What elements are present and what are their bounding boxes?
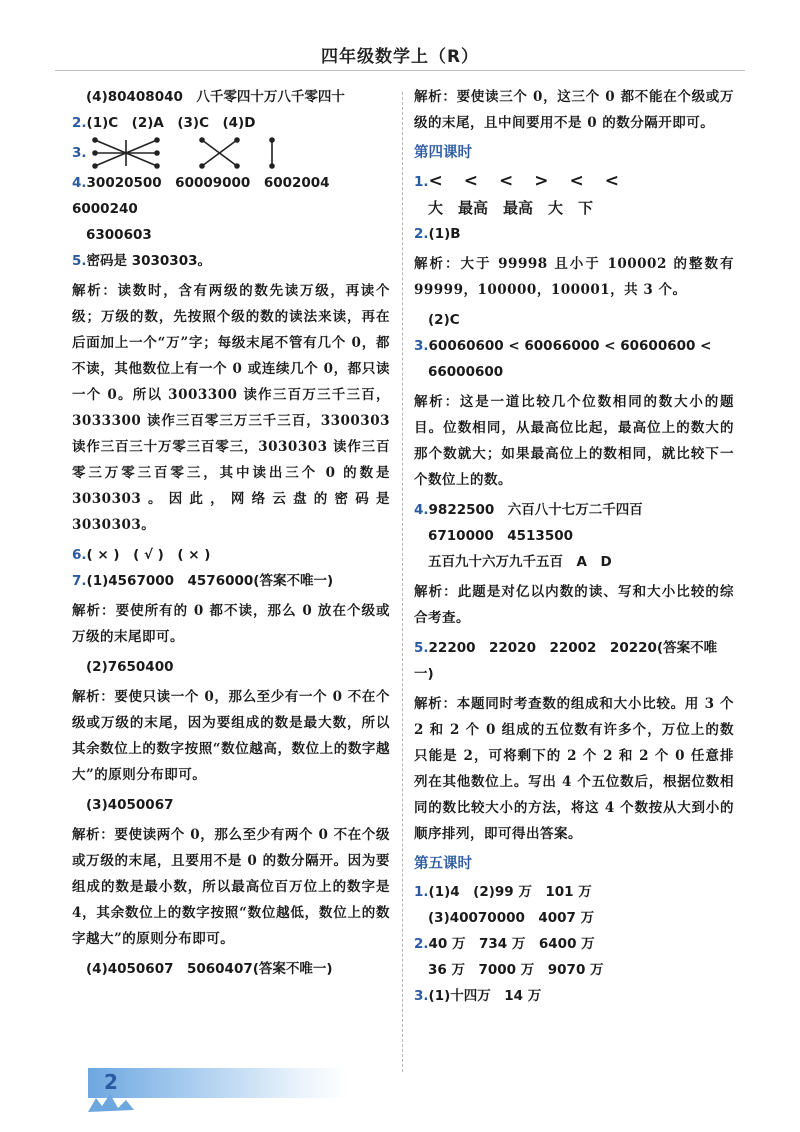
q6-number: 6. [72, 547, 87, 563]
analysis-label: 解析： [414, 256, 461, 272]
analysis-label: 解析： [72, 283, 118, 299]
analysis-r3 [414, 389, 734, 493]
r4-text-a: 9822500 六百八十七万二千四百 [428, 502, 643, 518]
s3-text: (1)十四万 14 万 [428, 988, 542, 1004]
r-answer-1 [414, 168, 734, 195]
header-rule [55, 70, 745, 71]
analysis-r4-text: 此题是对亿以内数的读、写和大小比较的综合考查。 [414, 584, 735, 626]
section-lesson-4: 第四课时 [414, 145, 472, 161]
r1-symbols: < < < > < < [428, 171, 621, 191]
r4-number: 4. [414, 502, 429, 518]
r-answer-3 [414, 333, 734, 359]
right-column [414, 84, 734, 1009]
answer-4-cont: 6300603 [86, 227, 152, 243]
footer-decoration [88, 1092, 148, 1112]
q4-number: 4. [72, 175, 87, 191]
r-answer-3-cont: 66000600 [428, 364, 504, 380]
analysis-7-4 [414, 84, 734, 136]
analysis-label: 解析： [414, 584, 458, 600]
matching-lines-diagram [87, 136, 307, 170]
q6-text: ( × ) ( √ ) ( × ) [86, 547, 211, 563]
q5-number: 5. [72, 253, 87, 269]
s2-text-a: 40 万 734 万 6400 万 [428, 936, 595, 952]
answer-7-4: (4)4050607 5060407(答案不唯一) [86, 961, 333, 977]
answer-5 [72, 248, 390, 274]
r-answer-4-c: 五百九十六万九千五百 A D [428, 554, 612, 570]
answer-4 [72, 170, 390, 222]
s1-text-a: (1)4 (2)99 万 101 万 [428, 884, 592, 900]
analysis-r2 [414, 251, 734, 303]
answer-3-matching [72, 136, 390, 170]
answer-7-1 [72, 568, 390, 594]
section-lesson-5: 第五课时 [414, 856, 472, 872]
r1-number: 1. [414, 174, 429, 190]
q5-text: 密码是 3030303。 [86, 253, 211, 269]
page-number: 2 [104, 1070, 118, 1094]
s-answer-1 [414, 879, 734, 905]
s3-number: 3. [414, 988, 429, 1004]
s-answer-1-b: (3)40070000 4007 万 [428, 910, 595, 926]
analysis-label: 解析： [72, 827, 115, 843]
analysis-r4 [414, 579, 734, 631]
r3-text-a: 60060600 < 60066000 < 60600600 < [428, 338, 712, 354]
q7-text: (1)4567000 4576000(答案不唯一) [86, 573, 334, 589]
analysis-label: 解析： [72, 689, 115, 705]
analysis-label: 解析： [414, 89, 457, 105]
answer-7-3: (3)4050067 [86, 797, 174, 813]
analysis-label: 解析： [414, 394, 460, 410]
s-answer-3 [414, 983, 734, 1009]
q2-number: 2. [72, 115, 87, 131]
s1-number: 1. [414, 884, 429, 900]
page-header-title: 四年级数学上（R） [320, 47, 480, 67]
q4-text-a: 30020500 60009000 6002004 6000240 [72, 175, 344, 217]
r-answer-5 [414, 635, 734, 687]
r5-number: 5. [414, 640, 429, 656]
analysis-r5-text: 本题同时考查数的组成和大小比较。用 3 个 2 和 2 个 0 组成的五位数有许多个，万位上的数只能是 2，可将剩下的 2 个 2 和 2 个 0 任意排列在其他数位上。写出 4 个五位数后，根据位数相同的数比较大小的方法，将这 4 个数按从大到小的顺序排列，即可得出答案。 [414, 696, 734, 842]
q2-text: (1)C (2)A (3)C (4)D [86, 115, 256, 131]
analysis-7-1 [72, 598, 390, 650]
q7-number: 7. [72, 573, 87, 589]
analysis-7-4-text: 要使读三个 0，这三个 0 都不能在个级或万级的末尾，且中间要用不是 0 的数分隔开即可。 [414, 89, 735, 131]
column-divider [402, 92, 403, 1072]
r-answer-2 [414, 221, 734, 247]
r-answer-4-b: 6710000 4513500 [428, 528, 574, 544]
analysis-r3-text: 这是一道比较几个位数相同的数大小的题目。位数相同，从最高位比起，最高位上的数大的那个数就大；如果最高位上的数相同，就比较下一个数位上的数。 [414, 394, 735, 488]
r-answer-1-words: 大 最高 最高 大 下 [428, 199, 594, 217]
answer-2 [72, 110, 390, 136]
analysis-5 [72, 278, 390, 538]
s-answer-2-b: 36 万 7000 万 9070 万 [428, 962, 604, 978]
left-column [72, 84, 390, 982]
r3-number: 3. [414, 338, 429, 354]
analysis-r2-text: 大于 99998 且小于 100002 的整数有 99999，100000，100001，共 3 个。 [414, 256, 734, 298]
analysis-7-2-text: 要使只读一个 0，那么至少有一个 0 不在个级或万级的末尾，因为要组成的数是最大数，所以其余数位上的数字按照“数位越高，数位上的数字越大”的原则分布即可。 [72, 689, 390, 783]
analysis-7-1-text: 要使所有的 0 都不读，那么 0 放在个级或万级的末尾即可。 [72, 603, 390, 645]
analysis-7-3-text: 要使读两个 0，那么至少有两个 0 不在个级或万级的末尾，且要用不是 0 的数分隔开。因为要组成的数是最小数，所以最高位百万位上的数字是 4，其余数位上的数字按照“数位越低，数位上的数字越大”的原则分布即可。 [72, 827, 390, 947]
r2-number: 2. [414, 226, 429, 242]
analysis-label: 解析： [72, 603, 116, 619]
answer-7-2: (2)7650400 [86, 659, 174, 675]
s-answer-2 [414, 931, 734, 957]
analysis-7-2 [72, 684, 390, 788]
answer-1-4: (4)80408040 八千零四十万八千零四十 [86, 89, 345, 105]
analysis-7-3 [72, 822, 390, 952]
s2-number: 2. [414, 936, 429, 952]
analysis-r5 [414, 691, 734, 847]
r5-text: 22200 22020 22002 20220(答案不唯一) [414, 640, 718, 682]
q3-number: 3. [72, 145, 87, 161]
r-answer-4 [414, 497, 734, 523]
analysis-5-text: 读数时，含有两级的数先读万级，再读个级；万级的数，先按照个级的数的读法来读，再在后面加上一个“万”字；每级末尾不管有几个 0，都不读，其他数位上有一个 0 或连续几个 0，都只读一个 0。所以 3003300 读作三百万三千三百，3033300 读作三百零三万三千三百，3300303 读作三百三十万零三百零三，3030303 读作三百零三万零三百零三，其中读出三个 0 的数是 3030303。因此，网络云盘的密码是 3030303。 [72, 283, 391, 533]
answer-6 [72, 542, 390, 568]
r2-text: (1)B [428, 226, 461, 242]
r-answer-2-2: (2)C [428, 312, 460, 328]
analysis-label: 解析： [414, 696, 457, 712]
